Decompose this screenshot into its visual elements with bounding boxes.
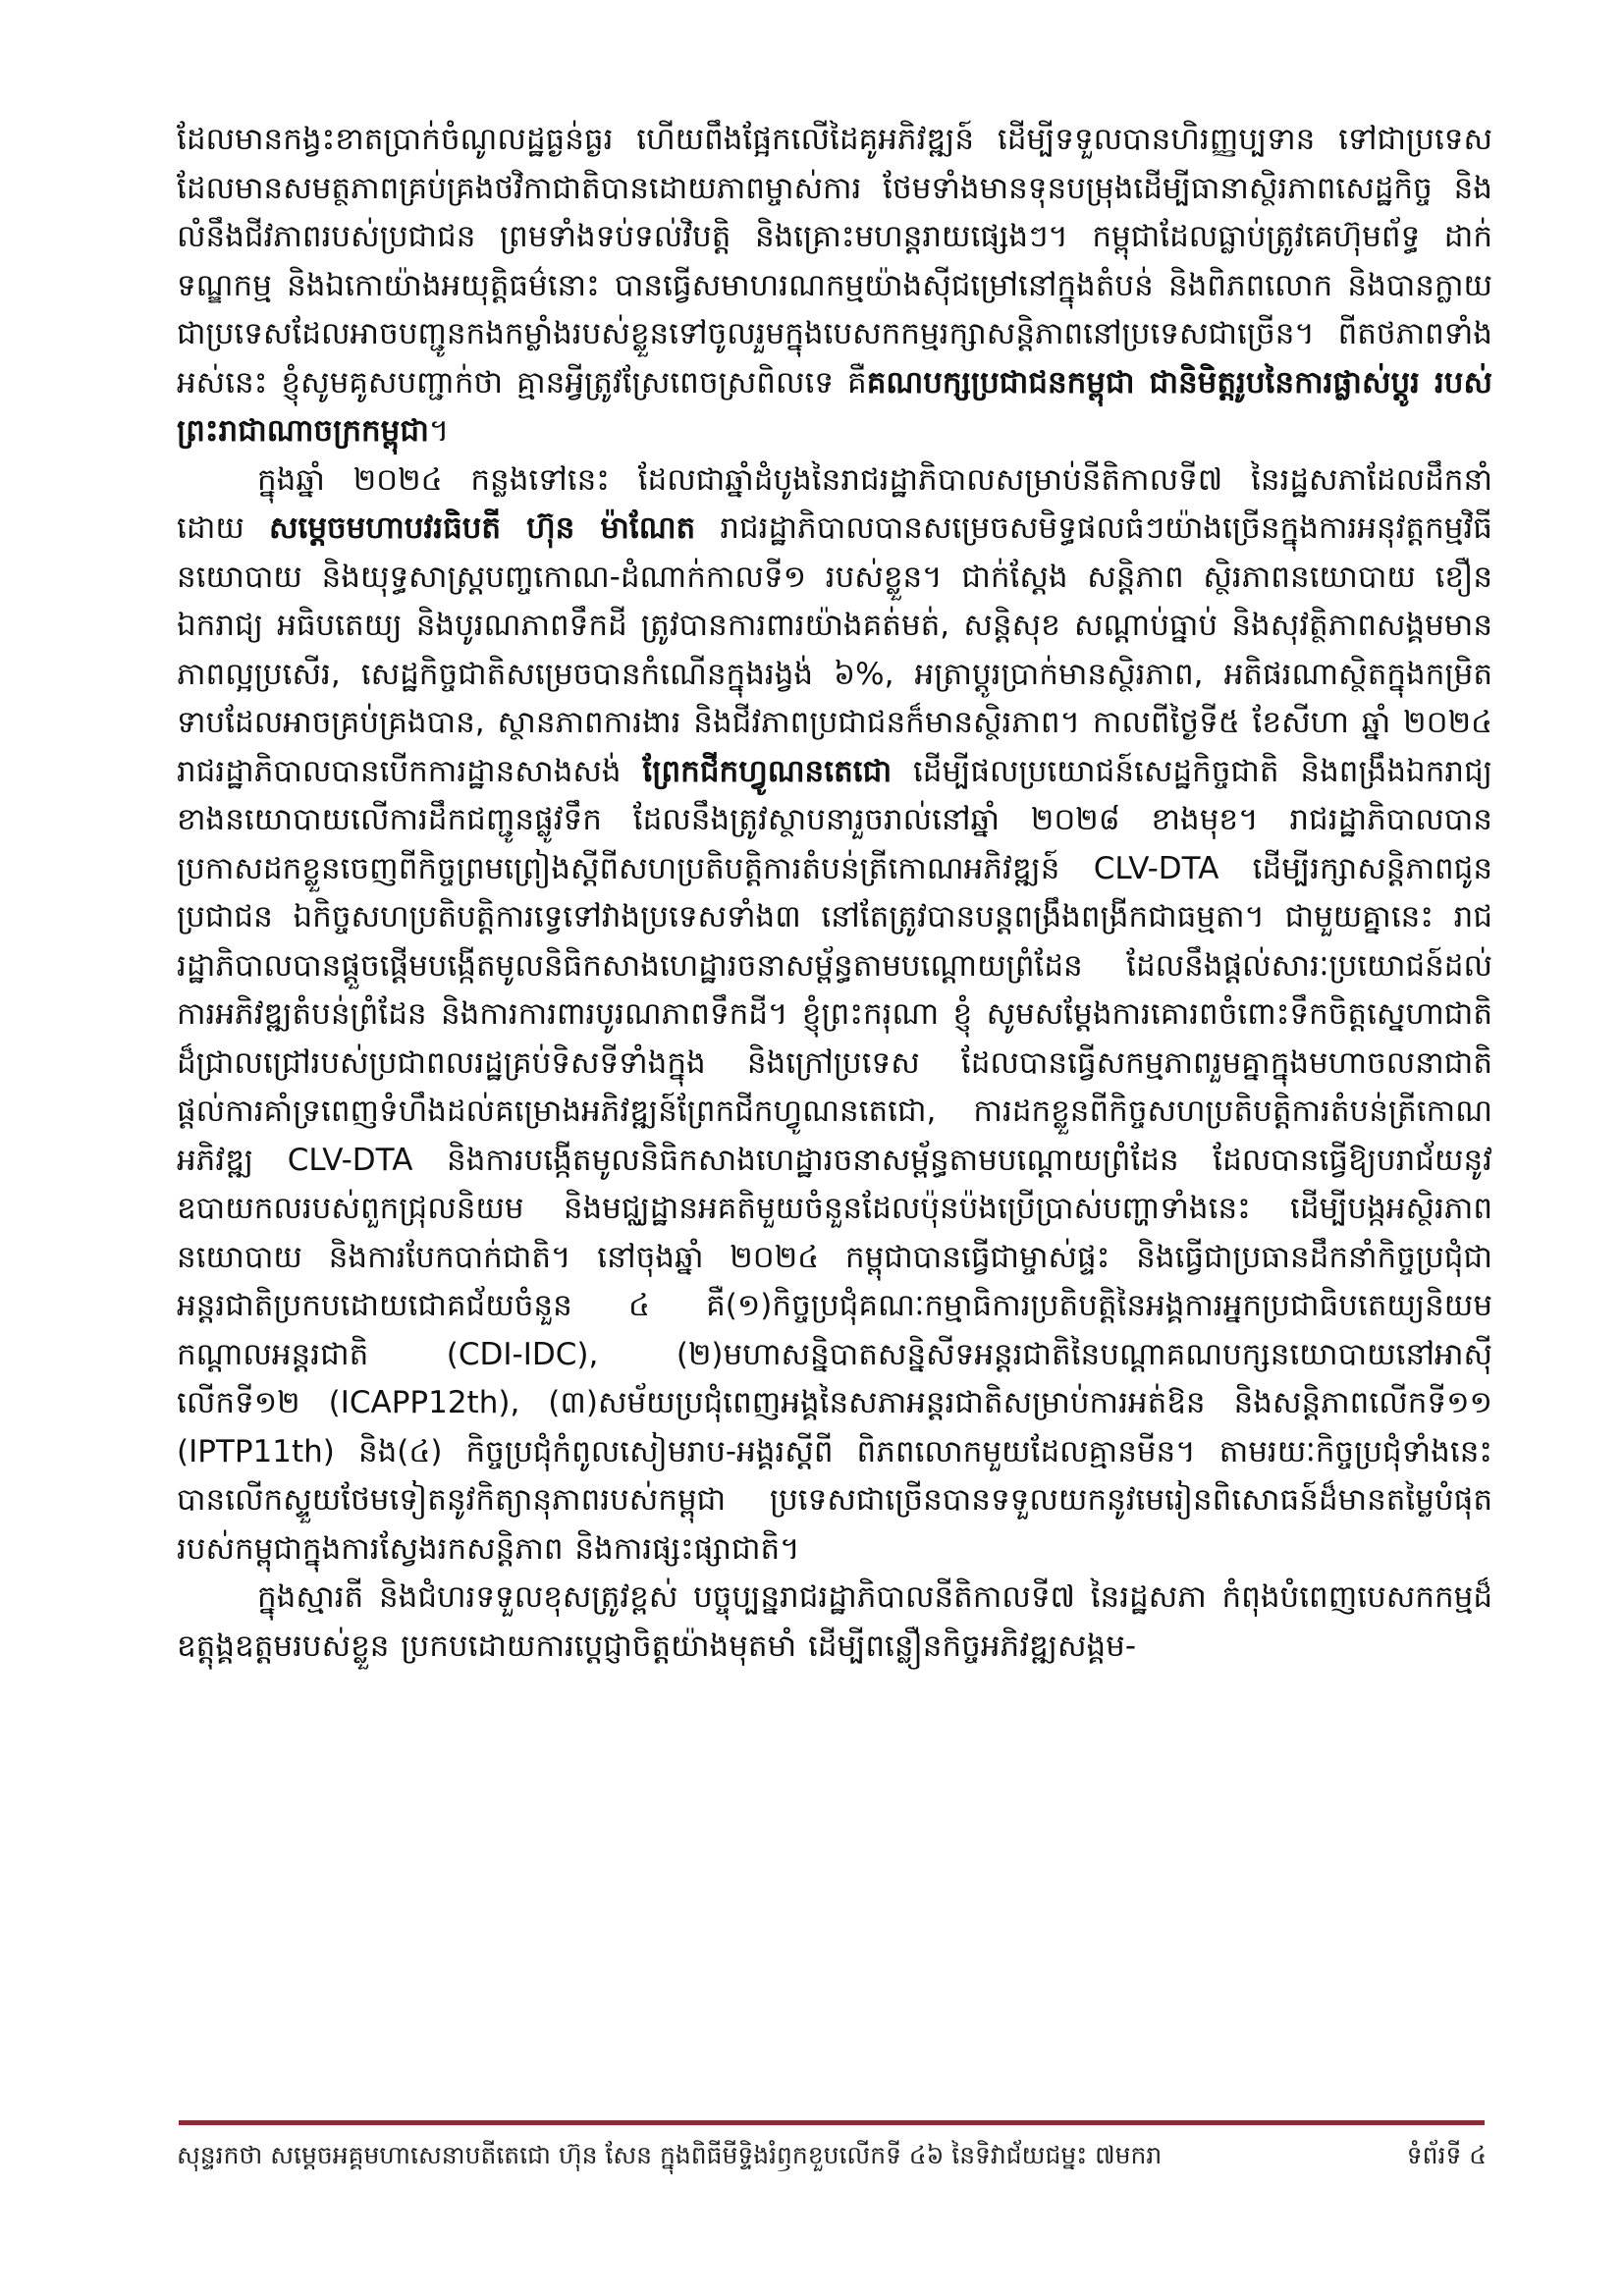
paragraph-2-text-a: ក្នុងឆ្នាំ ២០២៤ កន្លងទៅនេះ ដែលជាឆ្នាំដំបូងនៃរាជរដ្ឋាភិបាលសម្រាប់នីតិកាលទី៧ នៃរដ្ឋសភាដែលដឹកនាំដោយ bbox=[177, 461, 1492, 546]
page-footer bbox=[177, 2136, 1487, 2183]
footer-page-number: ទំព័រទី ៤ bbox=[1406, 2141, 1487, 2169]
footer-divider bbox=[179, 2120, 1485, 2125]
document-body bbox=[177, 116, 1492, 2109]
paragraph-2-bold-name: សម្តេចមហាបវរធិបតី ហ៊ុន ម៉ាណែត bbox=[268, 510, 696, 546]
paragraph-2-text-c: ដើម្បីផលប្រយោជន៍សេដ្ឋកិច្ចជាតិ និងពង្រឹងឯករាជ្យខាងនយោបាយលើការដឹកជញ្ជូនផ្លូវទឹក ដែលនឹងត្រូវស្ថាបនារួចរាល់នៅឆ្នាំ ២០២៨ ខាងមុខ។ រាជរដ្ឋាភិបាលបានប្រកាសដកខ្លួនចេញពីកិច្ចព្រមព្រៀងស្តីពីសហប្រតិបត្តិការតំបន់ត្រីកោណអភិវឌ្ឍន៍ CLV-DTA ដើម្បីរក្សាសន្តិភាពជូនប្រជាជន ឯកិច្ចសហប្រតិបត្តិការទ្វេទៅវាងប្រទេសទាំង៣ នៅតែត្រូវបានបន្តពង្រឹងពង្រីកជាធម្មតា។ ជាមួយគ្នានេះ រាជរដ្ឋាភិបាលបានផ្តួចផ្តើមបង្កើតមូលនិធិកសាងហេដ្ឋារចនាសម្ព័ន្ធតាមបណ្តោយព្រំដែន ដែលនឹងផ្តល់សារៈប្រយោជន៍ដល់ការអភិវឌ្ឍតំបន់ព្រំដែន និងការការពារបូរណភាពទឹកដី។ ខ្ញុំព្រះករុណា ខ្ញុំ សូមសម្តែងការគោរពចំពោះទឹកចិត្តស្នេហាជាតិដ៏ជ្រាលជ្រៅរបស់ប្រជាពលរដ្ឋគ្រប់ទិសទីទាំងក្នុង និងក្រៅប្រទេស ដែលបានធ្វើសកម្មភាពរួមគ្នាក្នុងមហាចលនាជាតិ ផ្តល់ការគាំទ្រពេញទំហឹងដល់គម្រោងអភិវឌ្ឍន៍ព្រែកជីកហ្វូណនតេជោ, ការដកខ្លួនពីកិច្ចសហប្រតិបត្តិការតំបន់ត្រីកោណអភិវឌ្ឍ CLV-DTA និងការបង្កើតមូលនិធិកសាងហេដ្ឋារចនាសម្ព័ន្ធតាមបណ្តោយព្រំដែន ដែលបានធ្វើឱ្យបរាជ័យនូវឧបាយកលរបស់ពួកជ្រុលនិយម និងមជ្ឈដ្ឋានអគតិមួយចំនួនដែលប៉ុនប៉ងប្រើប្រាស់បញ្ហាទាំងនេះ ដើម្បីបង្កអស្ថិរភាពនយោបាយ និងការបែកបាក់ជាតិ។ នៅចុងឆ្នាំ ២០២៤ កម្ពុជាបានធ្វើជាម្ចាស់ផ្ទះ និងធ្វើជាប្រធានដឹកនាំកិច្ចប្រជុំជាអន្តរជាតិប្រកបដោយជោគជ័យចំនួន ៤ គឺ(១)កិច្ចប្រជុំគណៈកម្មាធិការប្រតិបត្តិនៃអង្គការអ្នកប្រជាធិបតេយ្យនិយមកណ្តាលអន្តរជាតិ (CDI-IDC), (២)មហាសន្និបាតសន្និសីទអន្តរជាតិនៃបណ្តាគណបក្សនយោបាយនៅអាស៊ី លើកទី១២ (ICAPP12th), (៣)សម័យប្រជុំពេញអង្គនៃសភាអន្តរជាតិសម្រាប់ការអត់ឱន និងសន្តិភាពលើកទី១១ (IPTP11th) និង(៤) កិច្ចប្រជុំកំពូលសៀមរាប-អង្គរស្តីពី ពិភពលោកមួយដែលគ្មានមីន។ តាមរយៈកិច្ចប្រជុំទាំងនេះ បានលើកស្ទួយថែមទៀតនូវកិត្យានុភាពរបស់កម្ពុជា ប្រទេសជាច្រើនបានទទួលយកនូវមេរៀនពិសោធន៍ដ៏មានតម្លៃបំផុតរបស់កម្ពុជាក្នុងការស្វែងរកសន្តិភាព និងការផ្សះផ្សាជាតិ។ bbox=[177, 753, 1492, 1567]
paragraph-1-bold-phrase: គណបក្សប្រជាជនកម្ពុជា ជានិមិត្តរូបនៃការផ្លាស់ប្តូរ របស់ព្រះរាជាណាចក្រកម្ពុជា bbox=[177, 364, 1492, 449]
paragraph-2 bbox=[177, 456, 1492, 1575]
paragraph-3-text: ក្នុងស្មារតី និងជំហរទទួលខុសត្រូវខ្ពស់ បច្ចុប្បន្នរាជរដ្ឋាភិបាលនីតិកាលទី៧ នៃរដ្ឋសភា កំពុងបំពេញបេសកកម្មដ៏ឧត្តុង្គឧត្តមរបស់ខ្លួន ប្រកបដោយការប្តេជ្ញាចិត្តយ៉ាងមុតមាំ ដើម្បីពន្លឿនកិច្ចអភិវឌ្ឍសង្គម- bbox=[177, 1579, 1492, 1664]
paragraph-1-text: ដែលមានកង្វះខាតប្រាក់ចំណូលដ្ឋធ្ងន់ធ្ងរ ហើយពឹងផ្អែកលើដៃគូអភិវឌ្ឍន៍ ដើម្បីទទួលបានហិរញ្ញប្បទាន ទៅជាប្រទេសដែលមានសមត្ថភាពគ្រប់គ្រងថវិកាជាតិបានដោយភាពម្ចាស់ការ ថែមទាំងមានទុនបម្រុងដើម្បីធានាស្ថិរភាពសេដ្ឋកិច្ច និងលំនឹងជីវភាពរបស់ប្រជាជន ព្រមទាំងទប់ទល់វិបត្តិ និងគ្រោះមហន្តរាយផ្សេងៗ។ កម្ពុជាដែលធ្លាប់ត្រូវគេហ៊ុមព័ទ្ធ ដាក់ទណ្ឌកម្ម និងឯកោយ៉ាងអយុត្តិធម៌នោះ បានធ្វើសមាហរណកម្មយ៉ាងស៊ីជម្រៅនៅក្នុងតំបន់ និងពិភពលោក និងបានក្លាយជាប្រទេសដែលអាចបញ្ជូនកងកម្លាំងរបស់ខ្លួនទៅចូលរួមក្នុងបេសកកម្មរក្សាសន្តិភាពនៅប្រទេសជាច្រើន។ ពីតថភាពទាំងអស់នេះ ខ្ញុំសូមគូសបញ្ជាក់ថា គ្មានអ្វីត្រូវស្រែពេចស្រពិលទេ គឺ bbox=[177, 122, 1492, 400]
paragraph-1-end: ។ bbox=[428, 413, 450, 449]
paragraph-3 bbox=[177, 1574, 1492, 1671]
paragraph-2-bold-canal: ព្រែកជីកហ្វូណនតេជោ bbox=[642, 753, 893, 789]
paragraph-1 bbox=[177, 116, 1492, 456]
paragraph-2-text-b: រាជរដ្ឋាភិបាលបានសម្រេចសមិទ្ធផលធំៗយ៉ាងច្រើនក្នុងការអនុវត្តកម្មវិធីនយោបាយ និងយុទ្ធសាស្ត្របញ្ចកោណ-ដំណាក់កាលទី១ របស់ខ្លួន។ ជាក់ស្តែង សន្តិភាព ស្ថិរភាពនយោបាយ ខឿនឯករាជ្យ អធិបតេយ្យ និងបូរណភាពទឹកដី ត្រូវបានការពារយ៉ាងគត់មត់, សន្តិសុខ សណ្តាប់ធ្នាប់ និងសុវត្ថិភាពសង្គមមានភាពល្អប្រសើរ, សេដ្ឋកិច្ចជាតិសម្រេចបានកំណើនក្នុងរង្វង់ ៦%, អត្រាប្តូរប្រាក់មានស្ថិរភាព, អតិផរណាស្ថិតក្នុងកម្រិតទាបដែលអាចគ្រប់គ្រងបាន, ស្ថានភាពការងារ និងជីវភាពប្រជាជនក៏មានស្ថិរភាព។ កាលពីថ្ងៃទី៥ ខែសីហា ឆ្នាំ ២០២៤ រាជរដ្ឋាភិបាលបានបើកការដ្ឋានសាងសង់ bbox=[177, 510, 1492, 789]
footer-speech-title: សុន្ទរកថា សម្តេចអគ្គមហាសេនាបតីតេជោ ហ៊ុន សែន ក្នុងពិធីមីទ្ទិងរំឭកខួបលើកទី ៤៦ នៃទិវាជ័យជម្នះ ៧មករា bbox=[177, 2141, 1163, 2169]
